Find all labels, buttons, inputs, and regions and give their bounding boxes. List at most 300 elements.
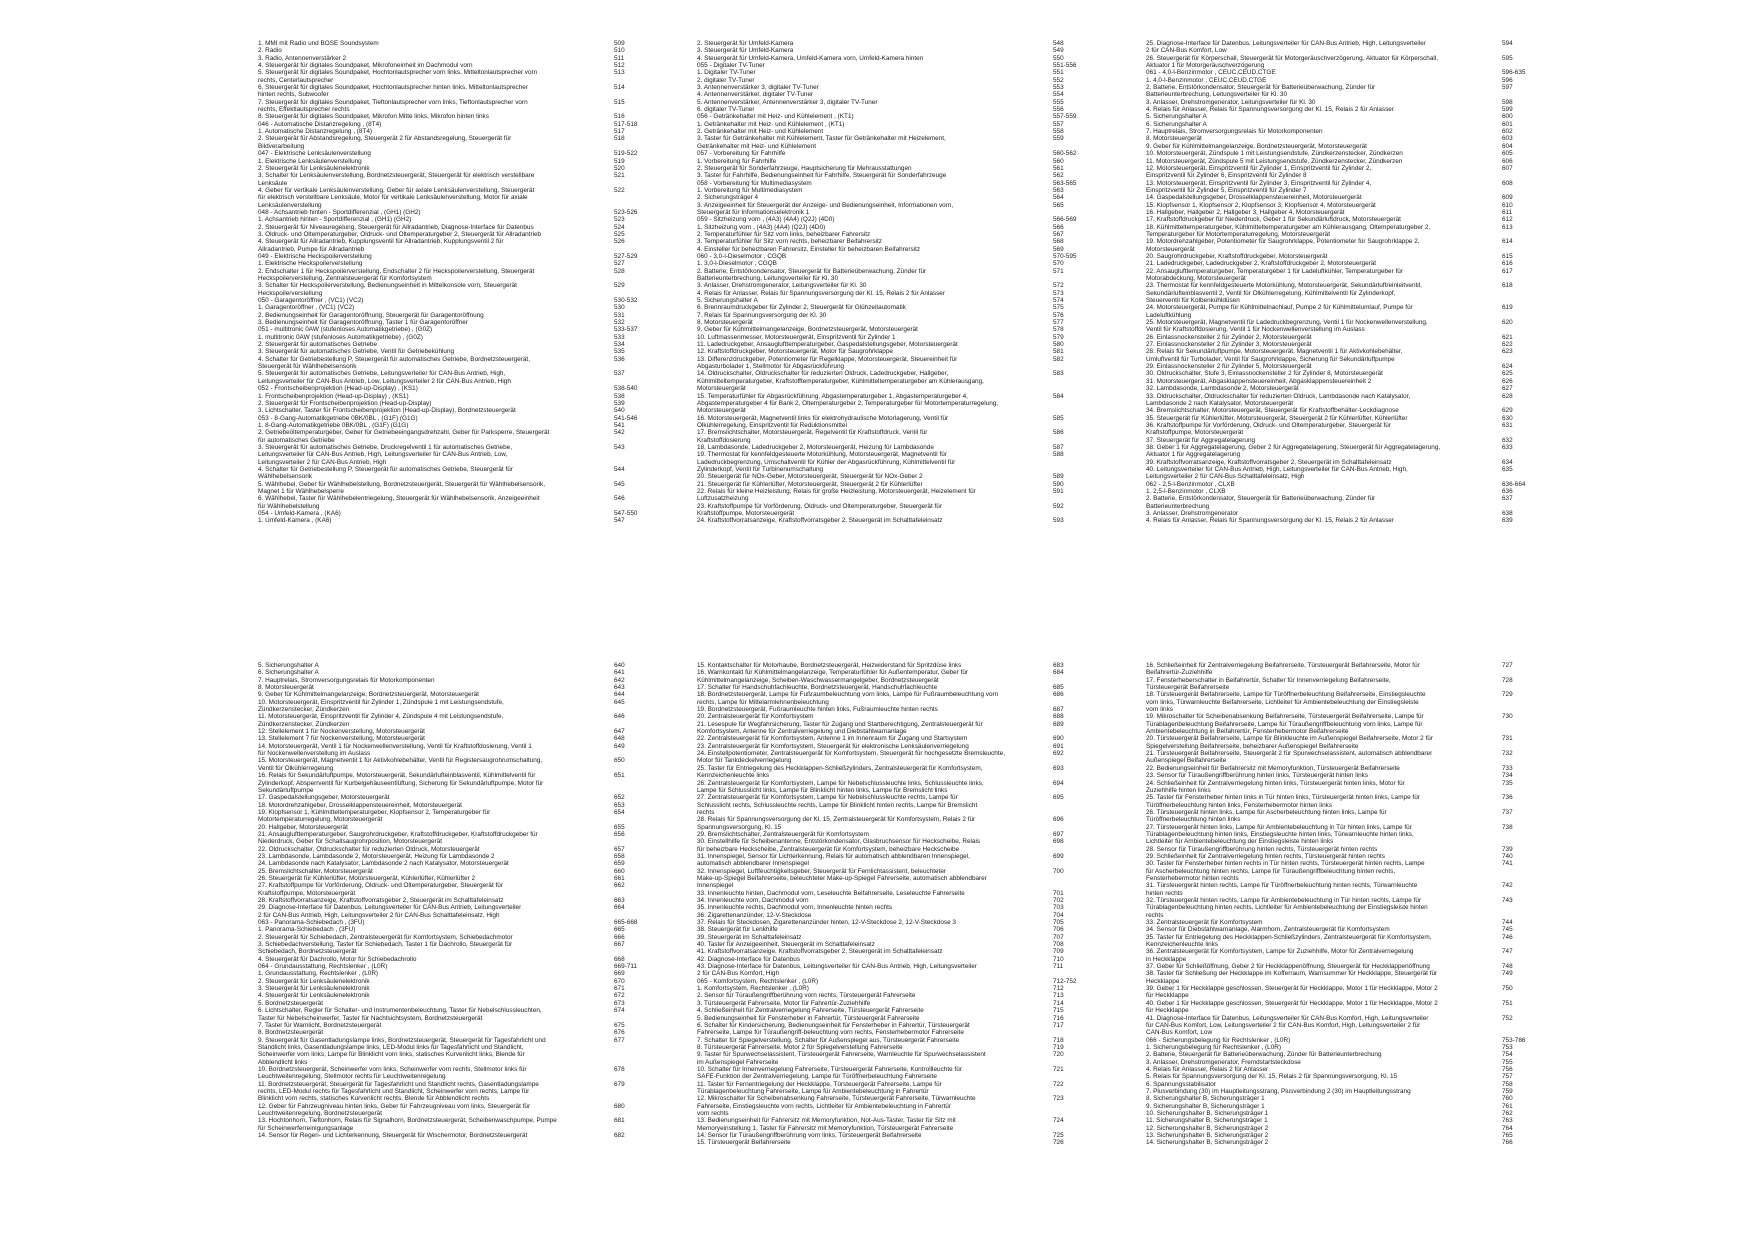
toc-column-top-middle xyxy=(697,40,1167,525)
toc-entry-page: 707 xyxy=(1053,933,1064,941)
toc-entry-page: 683 xyxy=(1053,662,1064,669)
toc-entry xyxy=(697,1037,1167,1044)
toc-entry xyxy=(258,370,728,377)
toc-entry-title: Heckklappe xyxy=(1146,977,1180,985)
toc-entry xyxy=(1146,341,1616,348)
toc-entry-page: 715 xyxy=(1053,1007,1064,1015)
toc-entry-title: 6. digitaler TV-Tuner xyxy=(697,106,755,114)
toc-entry xyxy=(1146,69,1616,76)
toc-entry xyxy=(258,948,728,955)
toc-entry xyxy=(697,231,1167,238)
toc-entry-page: 595 xyxy=(1502,54,1513,62)
toc-entry xyxy=(258,919,728,926)
toc-entry xyxy=(1146,180,1616,187)
toc-entry-title: 37. Relais für Steckdosen, Zigarettenanzünder hinten, 12-V-Steckdose 2, 12-V-Steckdose 3 xyxy=(697,919,956,927)
toc-entry-title: 1. Sicherungsbelegung für Rechtslenker , (L0R) xyxy=(1146,1043,1281,1051)
toc-entry-title: 1. Umfeld-Kamera , (KA6) xyxy=(258,517,332,525)
toc-entry-title: 16. Schließeinheit für Zentralverriegelung Beifahrerseite, Türsteuergerät Beifahrerseite, Motor für xyxy=(1146,662,1420,669)
toc-entry-title: Ambientebeleuchtung in Beifahrertür, Fensterhebermotor Beifahrerseite xyxy=(1146,728,1349,736)
toc-entry xyxy=(1146,919,1616,926)
toc-entry xyxy=(1146,165,1616,172)
toc-entry xyxy=(1146,319,1616,326)
toc-entry-title: 36. Zigarettenanzünder, 12-V-Steckdose xyxy=(697,911,812,919)
toc-entry xyxy=(697,765,1167,772)
toc-entry-page: 668 xyxy=(614,955,625,963)
toc-entry-page: 695 xyxy=(1053,794,1064,802)
toc-entry-title: 4. Steuergerät für Umfeld-Kamera, Umfeld-Kamera vorn, Umfeld-Kamera hinten xyxy=(697,54,924,62)
toc-entry xyxy=(697,55,1167,62)
toc-entry-title: 25. Bremslichtschalter, Motorsteuergerät xyxy=(258,867,373,875)
toc-entry-page: 574 xyxy=(1053,297,1064,305)
toc-entry-page: 529 xyxy=(614,282,625,290)
toc-entry xyxy=(1146,407,1616,414)
toc-entry-page: 591 xyxy=(1053,487,1064,495)
toc-entry-title: 38. Taster für Schließung der Heckklappe im Kofferraum, Warnsummer für Heckklappe, Steuergerät für xyxy=(1146,970,1438,978)
toc-entry xyxy=(697,99,1167,106)
toc-entry xyxy=(258,992,728,999)
toc-entry-title: 23. Kraftstoffpumpe für Vorförderung, Öldruck- und Öltemperaturgeber, Steuergerät für xyxy=(697,502,942,510)
toc-entry xyxy=(1146,106,1616,113)
toc-entry xyxy=(697,209,1167,216)
toc-entry xyxy=(258,1059,728,1066)
toc-entry-title: 12. Geber für Fahrzeugniveau hinten links, Geber für Fahrzeugniveau vorn links, Steuergerät für xyxy=(258,1102,531,1110)
toc-entry-title: 2. Getriebeöltemperaturgeber, Geber für Getriebeeingangsdrehzahl, Geber für Parksperre, Steuergerät xyxy=(258,429,550,437)
toc-entry xyxy=(697,282,1167,289)
toc-entry-title: Spiegelverstellung Beifahrerseite, beheizbarer Außenspiegel Beifahrerseite xyxy=(1146,742,1359,750)
toc-entry-title: 3. Anlasser, Drehstromgenerator, Leitungsverteiler für Kl. 30 xyxy=(697,282,867,290)
toc-entry xyxy=(1146,904,1616,911)
toc-entry-title: Komfortsystem, Antenne für Zentralverriegelung und Diebstahlwarnanlage xyxy=(697,728,907,736)
toc-entry-title: Fensterhebermotor hinten rechts xyxy=(1146,874,1239,882)
toc-entry-page: 630 xyxy=(1502,414,1513,422)
toc-entry-page: 572 xyxy=(1053,282,1064,290)
toc-entry-page: 764 xyxy=(1502,1124,1513,1132)
toc-entry-page: 634 xyxy=(1502,458,1513,466)
toc-entry-title: 22. Zentralsteuergerät für Komfortsystem, Antenne 1 im Innenraum für Zugang und Startsystem xyxy=(697,735,968,743)
toc-entry-title: 10. Sicherungshalter B, Sicherungsträger 1 xyxy=(1146,1109,1269,1117)
toc-entry-page: 674 xyxy=(614,1007,625,1015)
toc-entry-page: 520 xyxy=(614,164,625,172)
toc-entry-page: 703 xyxy=(1053,904,1064,912)
toc-entry-page: 554 xyxy=(1053,91,1064,99)
toc-entry xyxy=(697,948,1167,955)
toc-entry xyxy=(697,794,1167,801)
toc-entry-title: 9. Geber für Kühlmittelmangelanzeige, Bordnetzsteuergerät, Motorsteuergerät xyxy=(1146,142,1367,150)
toc-entry-title: 18. Lambdasonde, Ladedruckgeber 2, Motorsteuergerät, Heizung für Lambdasonde xyxy=(697,443,934,451)
toc-entry-title: 24. Einstellpotentiometer, Zentralsteuergerät für Komfortsystem, Steuergerät für hochgesetzte Bremsleuchte, xyxy=(697,750,1005,758)
toc-entry xyxy=(1146,385,1616,392)
toc-entry-page: 517-518 xyxy=(614,120,638,128)
toc-entry xyxy=(1146,1029,1616,1036)
toc-entry-title: 10. Luftmassenmesser, Motorsteuergerät, Einspritzventil für Zylinder 1 xyxy=(697,333,896,341)
toc-entry-title: Ladedruckbegrenzung, Umschaltventil für Kühler der Abgasrückführung, Kühlmittelventil für xyxy=(697,458,956,466)
toc-entry-page: 739 xyxy=(1502,845,1513,853)
toc-entry-title: 31. Motorsteuergerät, Abgasklappensteuereinheit, Abgasklappensteuereinheit 2 xyxy=(1146,377,1372,385)
toc-entry xyxy=(258,669,728,676)
toc-entry-page: 598 xyxy=(1502,98,1513,106)
toc-entry-title: 28. Relais für Spannungsversorgung der Kl. 15, Zentralsteuergerät für Komfortsystem, Relais 2 für xyxy=(697,816,976,824)
toc-entry xyxy=(258,912,728,919)
toc-entry-title: CAN-Bus Komfort, Low xyxy=(1146,1029,1213,1037)
toc-entry-title: 26. Steuergerät für Körperschall, Steuergerät für Motorgeräuschverzögerung, Aktuator für Körperschall, xyxy=(1146,54,1438,62)
toc-entry-page: 736 xyxy=(1502,794,1513,802)
toc-entry xyxy=(1146,172,1616,179)
toc-entry xyxy=(258,326,728,333)
toc-entry-page: 676 xyxy=(614,1029,625,1037)
toc-entry-title: Kraftstoffpumpe, Motorsteuergerät xyxy=(697,510,795,517)
toc-entry-page: 525 xyxy=(614,230,625,238)
toc-entry xyxy=(697,451,1167,458)
toc-entry-page: 548 xyxy=(1053,40,1064,47)
toc-entry-title: 3. Öldruck- und Öltemperaturgeber, Öldruck- und Öltemperaturgeber 2, Steuergerät für Allradantrieb xyxy=(258,230,542,238)
toc-entry-page: 641 xyxy=(614,669,625,677)
toc-entry xyxy=(697,1139,1167,1146)
toc-entry-title: 052 - Frontscheibenprojektion (Head-up-Display) , (KS1) xyxy=(258,385,418,393)
toc-entry-page: 706 xyxy=(1053,926,1064,934)
toc-entry xyxy=(1146,290,1616,297)
toc-entry-page: 511 xyxy=(614,54,625,62)
toc-entry-title: 5. Sicherungshalter A xyxy=(1146,113,1207,121)
toc-entry-page: 553 xyxy=(1053,84,1064,92)
toc-entry xyxy=(1146,47,1616,54)
toc-entry-page: 540 xyxy=(614,407,625,415)
toc-entry xyxy=(258,750,728,757)
toc-entry xyxy=(1146,816,1616,823)
toc-entry-title: 3. Steuergerät für Lenksäulenelektronik xyxy=(258,985,370,993)
toc-entry-title: 1. Grundausstattung, Rechtslenker , (L0R) xyxy=(258,970,379,978)
toc-entry-page: 518 xyxy=(614,135,625,143)
toc-entry xyxy=(1146,451,1616,458)
toc-entry-title: Motorsteuergerät xyxy=(1146,245,1195,253)
toc-entry xyxy=(1146,735,1616,742)
toc-entry-page: 765 xyxy=(1502,1132,1513,1139)
toc-entry xyxy=(1146,268,1616,275)
toc-entry-title: 4. Schalter für Getriebestellung P, Steuergerät für automatisches Getriebe, Steuergerät für xyxy=(258,465,513,473)
toc-entry-title: 18. Türsteuergerät Beifahrerseite, Lampe für Türöffnerbeleuchtung Beifahrerseite, Einstiegsleuchte xyxy=(1146,691,1426,699)
toc-entry-page: 621 xyxy=(1502,333,1513,341)
toc-entry xyxy=(697,473,1167,480)
toc-entry xyxy=(258,62,728,69)
toc-entry-title: automatisch abblendbarer Innenspiegel xyxy=(697,860,809,868)
toc-entry-page: 582 xyxy=(1053,355,1064,363)
toc-entry-title: 10. Schalter für Innenverriegelung Fahrerseite, Türsteuergerät Fahrerseite, Kontrollleuchte für xyxy=(697,1065,962,1073)
toc-entry-title: 1. Digitaler TV-Tuner xyxy=(697,69,756,77)
toc-entry-page: 638 xyxy=(1502,510,1513,517)
toc-entry xyxy=(697,334,1167,341)
toc-entry xyxy=(697,488,1167,495)
toc-entry-title: 8. Sicherungshalter B, Sicherungsträger 1 xyxy=(1146,1095,1265,1103)
toc-entry-title: 3. Anlasser, Drehstromgenerator xyxy=(1146,510,1238,517)
toc-entry-title: für Heckklappe xyxy=(1146,992,1189,1000)
toc-entry xyxy=(1146,1110,1616,1117)
toc-entry xyxy=(697,699,1167,706)
toc-entry-title: 36. Zentralsteuergerät für Komfortsystem, Lampe für Zuziehhilfe, Motor für Zentralverriegelung xyxy=(1146,948,1414,956)
toc-entry xyxy=(697,348,1167,355)
toc-entry-page: 610 xyxy=(1502,201,1513,209)
toc-entry-page: 527-529 xyxy=(614,252,638,260)
toc-column-bottom-right xyxy=(1146,662,1616,1147)
toc-entry-title: 3. Steuergerät für automatisches Getriebe, Druckregelventil 1 für automatisches Getriebe, xyxy=(258,443,512,451)
toc-entry xyxy=(258,882,728,889)
toc-entry-title: 065 - Komfortsystem, Rechtslenker , (L0R) xyxy=(697,977,819,985)
toc-entry xyxy=(1146,481,1616,488)
toc-entry-page: 614 xyxy=(1502,238,1513,246)
toc-entry xyxy=(258,1007,728,1014)
toc-entry xyxy=(697,150,1167,157)
toc-entry xyxy=(697,926,1167,933)
toc-entry xyxy=(258,400,728,407)
toc-entry-page: 717 xyxy=(1053,1021,1064,1029)
toc-entry xyxy=(1146,304,1616,311)
toc-entry xyxy=(697,40,1167,47)
toc-entry-page: 651 xyxy=(614,772,625,780)
toc-entry-page: 658 xyxy=(614,852,625,860)
toc-entry-title: 1. 8-Gang-Automatikgetriebe 0BK/0BL , (G1F) (G1G) xyxy=(258,421,409,429)
toc-entry-page: 615 xyxy=(1502,252,1513,260)
toc-entry-page: 697 xyxy=(1053,830,1064,838)
toc-entry xyxy=(1146,948,1616,955)
toc-entry xyxy=(258,1117,728,1124)
toc-entry xyxy=(1146,378,1616,385)
toc-entry xyxy=(1146,503,1616,510)
toc-entry-page: 721 xyxy=(1053,1065,1064,1073)
toc-entry xyxy=(1146,1125,1616,1132)
toc-entry xyxy=(1146,765,1616,772)
toc-entry-title: 11. Taster für Fernentriegelung der Heckklappe, Türsteuergerät Fahrerseite, Lampe für xyxy=(697,1080,942,1088)
toc-entry xyxy=(697,187,1167,194)
toc-entry-page: 519 xyxy=(614,157,625,165)
toc-entry-title: 2. Radio xyxy=(258,47,282,55)
toc-entry xyxy=(1146,978,1616,985)
toc-entry xyxy=(1146,143,1616,150)
toc-entry-title: 20. Zentralsteuergerät für Komfortsystem xyxy=(697,713,814,721)
toc-entry-page: 705 xyxy=(1053,919,1064,927)
toc-entry xyxy=(697,422,1167,429)
toc-entry xyxy=(1146,224,1616,231)
toc-entry xyxy=(258,1110,728,1117)
toc-entry xyxy=(697,772,1167,779)
toc-entry-title: 056 - Getränkehalter mit Heiz- und Kühlelement , (KT1) xyxy=(697,113,854,121)
toc-entry-title: 7. Schalter für Spiegelverstellung, Schalter für Außenspiegel aus, Türsteuergerät Fahrerseite xyxy=(697,1036,960,1044)
toc-entry-title: 27. Kraftstoffpumpe für Vorförderung, Öldruck- und Öltemperaturgeber, Steuergerät für xyxy=(258,882,503,890)
toc-entry xyxy=(1146,1073,1616,1080)
toc-entry-page: 696 xyxy=(1053,816,1064,824)
toc-entry xyxy=(258,1051,728,1058)
toc-entry xyxy=(1146,187,1616,194)
toc-entry xyxy=(697,312,1167,319)
toc-entry-page: 637 xyxy=(1502,495,1513,503)
toc-entry xyxy=(697,684,1167,691)
toc-entry-page: 742 xyxy=(1502,882,1513,890)
toc-entry-page: 730 xyxy=(1502,713,1513,721)
toc-entry-title: Taster für Nebelscheinwerfer, Taster für Nachtsichtsystem, Bordnetzsteuergerät xyxy=(258,1014,483,1022)
toc-entry xyxy=(258,978,728,985)
toc-entry xyxy=(697,691,1167,698)
toc-entry-title: 6. Wählhebel, Taster für Wählhebelentriegelung, Steuergerät für Wählhebelsensorik, Anzeigeeinheit xyxy=(258,495,540,503)
toc-entry xyxy=(1146,1117,1616,1124)
toc-entry-title: 4. Schließeinheit für Zentralverriegelung Fahrerseite, Türsteuergerät Fahrerseite xyxy=(697,1007,924,1015)
toc-entry-page: 568 xyxy=(1053,238,1064,246)
toc-entry xyxy=(1146,669,1616,676)
toc-entry-title: 42. Diagnose-Interface für Datenbus xyxy=(697,955,801,963)
toc-entry xyxy=(1146,393,1616,400)
toc-entry-page: 713 xyxy=(1053,992,1064,1000)
toc-entry-page: 681 xyxy=(614,1117,625,1125)
toc-entry xyxy=(258,1066,728,1073)
toc-entry xyxy=(258,890,728,897)
toc-entry-page: 692 xyxy=(1053,750,1064,758)
toc-entry-title: 2. Getränkehalter mit Heiz- und Kühlelement xyxy=(697,128,824,136)
toc-entry-title: für Ascherbeleuchtung hinten rechts, Lampe für Türaußengriffbeleuchtung hinten rechts, xyxy=(1146,867,1396,875)
toc-entry-page: 732 xyxy=(1502,750,1513,758)
toc-entry xyxy=(258,341,728,348)
toc-entry-page: 543 xyxy=(614,443,625,451)
toc-entry-page: 523 xyxy=(614,216,625,224)
toc-entry xyxy=(1146,662,1616,669)
toc-entry-title: Abgastemperaturgeber 4 für Bank 2, Öltemperaturgeber 2, Temperaturgeber für Motortemperaturregelung, xyxy=(697,399,999,407)
toc-entry-page: 547 xyxy=(614,517,625,525)
toc-entry xyxy=(258,194,728,201)
toc-entry-title: 3. Lichtschalter, Taster für Frontscheibenprojektion (Head-up-Display), Bordnetzsteuergerät xyxy=(258,407,516,415)
toc-entry-title: 22. Öldruckschalter, Öldruckschalter für reduzierten Öldruck, Motorsteuergerät xyxy=(258,845,480,853)
toc-entry-title: 28. Sensor für Türaußengriffberührung hinten rechts, Türsteuergerät hinten rechts xyxy=(1146,845,1378,853)
toc-entry xyxy=(1146,55,1616,62)
toc-entry xyxy=(1146,1000,1616,1007)
toc-entry xyxy=(258,970,728,977)
toc-entry-title: 37. Geber für Schließöffnung, Geber 2 für Heckklappenöffnung, Steuergerät für Heckklappenöffnung xyxy=(1146,963,1430,971)
toc-entry-title: 8. Türsteuergerät Fahrerseite, Motor 2 für Spiegelverstellung Fahrerseite xyxy=(697,1043,903,1051)
toc-entry xyxy=(1146,510,1616,517)
toc-entry-page: 516 xyxy=(614,113,625,121)
toc-entry-title: 5. Steuergerät für digitales Soundpaket, Hochtonlautsprecher vorn links, Mitteltonlautsprecher vorn xyxy=(258,69,538,77)
toc-entry-title: 21. Lesespule für Wegfahrsicherung, Taster für Zugang und Startberechtigung, Zentralsteuergerät für xyxy=(697,720,983,728)
toc-entry xyxy=(258,84,728,91)
toc-entry xyxy=(258,691,728,698)
toc-entry xyxy=(258,407,728,414)
toc-entry xyxy=(1146,260,1616,267)
toc-entry-page: 624 xyxy=(1502,363,1513,371)
toc-entry-page: 623 xyxy=(1502,348,1513,356)
toc-entry xyxy=(697,831,1167,838)
toc-entry xyxy=(697,875,1167,882)
toc-entry-title: Zylinderkopf, Ventil für Turbinenumschaltung xyxy=(697,465,824,473)
toc-entry xyxy=(258,268,728,275)
toc-entry-title: 053 - 8-Gang-Automatikgetriebe 0BK/0BL , (G1F) (G1G) xyxy=(258,414,418,422)
toc-entry xyxy=(697,415,1167,422)
toc-entry-title: 055 - Digitaler TV-Tuner xyxy=(697,62,765,70)
toc-entry-title: 30. Öldruckschalter, Stufe 3, Einlassnockensteller 2 für Zylinder 8, Motorsteuergerät xyxy=(1146,370,1383,378)
toc-entry-page: 678 xyxy=(614,1065,625,1073)
toc-entry xyxy=(1146,150,1616,157)
toc-entry xyxy=(1146,473,1616,480)
toc-entry-title: 13. Hochtonhorn, Tieftonhorn, Relais für Signalhorn, Bordnetzsteuergerät, Scheibenwaschpumpe, Pumpe xyxy=(258,1117,557,1125)
toc-entry-title: 36. Kraftstoffpumpe für Vorförderung, Öldruck- und Öltemperaturgeber, Steuergerät für xyxy=(1146,421,1391,429)
toc-entry-page: 558 xyxy=(1053,128,1064,136)
toc-entry-title: 6. Schalter für Kindersicherung, Bedienungseinheit für Fensterheber in Fahrertür, Türsteuergerät xyxy=(697,1021,970,1029)
toc-entry xyxy=(1146,1088,1616,1095)
toc-entry xyxy=(258,253,728,260)
toc-entry xyxy=(1146,802,1616,809)
toc-entry xyxy=(1146,363,1616,370)
toc-entry-title: 12. Sicherungshalter B, Sicherungsträger 2 xyxy=(1146,1124,1269,1132)
toc-entry xyxy=(697,970,1167,977)
toc-entry-title: Leuchtweitenregelung, Stellmotor rechts für Leuchtweitenregelung xyxy=(258,1073,446,1081)
toc-entry xyxy=(258,429,728,436)
toc-entry xyxy=(697,341,1167,348)
toc-entry-title: 3. Antennenverstärker 3, digitaler TV-Tuner xyxy=(697,84,819,92)
toc-entry-page: 642 xyxy=(614,676,625,684)
toc-entry-title: im Außenspiegel Fahrerseite xyxy=(697,1058,779,1066)
toc-entry-title: 15. Klopfsensor 1, Klopfsensor 2, Klopfsensor 3, Klopfsensor 4, Motorsteuergerät xyxy=(1146,201,1376,209)
toc-entry-title: 2. Batterie, Entstörkondensator, Steuergerät für Batterieüberwachung, Zünder für xyxy=(697,267,927,275)
toc-entry-title: rechts, Lampe für Mittelarmlehnenbeleuchtung xyxy=(697,698,829,706)
toc-entry-title: 34. Bremslichtschalter, Motorsteuergerät, Steuergerät für Kraftstoffbehälter-Leckdiagnose xyxy=(1146,407,1399,415)
toc-entry xyxy=(1146,128,1616,135)
toc-entry xyxy=(1146,860,1616,867)
toc-entry-page: 671 xyxy=(614,985,625,993)
toc-entry-page: 753-786 xyxy=(1502,1036,1526,1044)
toc-entry-page: 631 xyxy=(1502,421,1513,429)
toc-entry xyxy=(697,809,1167,816)
toc-entry-title: 15. Türsteuergerät Beifahrerseite xyxy=(697,1139,791,1147)
toc-entry xyxy=(697,713,1167,720)
toc-entry-page: 750 xyxy=(1502,985,1513,993)
toc-entry-page: 632 xyxy=(1502,436,1513,444)
toc-entry xyxy=(258,1073,728,1080)
toc-entry xyxy=(697,985,1167,992)
toc-entry xyxy=(258,415,728,422)
toc-entry-title: 19. Motordrehzahlgeber, Potentiometer für Saugrohrklappe, Potentiometer für Saugrohrklappe 2, xyxy=(1146,238,1420,246)
toc-entry-page: 551-556 xyxy=(1053,62,1077,70)
toc-entry xyxy=(258,684,728,691)
toc-entry xyxy=(697,326,1167,333)
toc-entry-title: 11. Motorsteuergerät, Zündspule 5 mit Leistungsendstufe, Zündkerzenstecker, Zündkerzen xyxy=(1146,157,1403,165)
toc-entry xyxy=(258,510,728,517)
toc-entry-page: 686 xyxy=(1053,691,1064,699)
toc-entry-page: 616 xyxy=(1502,260,1513,268)
toc-entry-title: 11. Motorsteuergerät, Einspritzventil für Zylinder 4, Zündspule 4 mit Leistungsendstufe, xyxy=(258,713,504,721)
toc-entry-title: Motorabdeckung, Motorsteuergerät xyxy=(1146,275,1246,282)
toc-entry xyxy=(697,194,1167,201)
toc-entry-title: 31. Türsteuergerät hinten rechts, Lampe für Türöffnerbeleuchtung hinten rechts, Türwarnleuchte xyxy=(1146,882,1418,890)
toc-entry xyxy=(1146,934,1616,941)
toc-entry-title: 34. Sensor für Diebstahlwarnanlage, Alarmhorn, Zentralsteuergerät für Komfortsystem xyxy=(1146,926,1390,934)
toc-entry-title: 1. Automatische Distanzregelung , (8T4) xyxy=(258,128,373,136)
toc-entry-title: 14. Sensor für Regen- und Lichterkennung, Steuergerät für Wischermotor, Bordnetzsteuergerät xyxy=(258,1132,528,1139)
toc-entry xyxy=(258,904,728,911)
toc-entry-title: 25. Taster für Entriegelung des Heckklappen-Schließzylinders, Zentralsteuergerät für Komfortsystem, xyxy=(697,764,983,772)
toc-entry xyxy=(697,868,1167,875)
toc-entry-title: 12. Mikroschalter für Scheibenabsenkung Fahrerseite, Türsteuergerät Fahrerseite, Türwarnleuchte xyxy=(697,1095,976,1103)
toc-entry-title: 35. Steuergerät für Kühlerlüfter, Motorsteuergerät, Steuergerät 2 für Kühlerlüfter, Kühlerlüfter xyxy=(1146,414,1408,422)
toc-entry-title: 5. Sicherungshalter A xyxy=(697,297,758,305)
toc-entry-page: 560-562 xyxy=(1053,150,1077,158)
toc-entry xyxy=(258,794,728,801)
toc-entry-page: 657 xyxy=(614,845,625,853)
toc-entry xyxy=(258,275,728,282)
toc-entry xyxy=(697,1022,1167,1029)
toc-entry-title: 4. Antennenverstärker, digitaler TV-Tuner xyxy=(697,91,814,99)
toc-entry-page: 669 xyxy=(614,970,625,978)
toc-entry-title: 1. Garagentoröffner , (VC1) (VC2) xyxy=(258,304,355,312)
toc-entry xyxy=(258,1081,728,1088)
toc-entry xyxy=(258,868,728,875)
toc-entry xyxy=(697,459,1167,466)
toc-entry-title: 16. Relais für Sekundärluftpumpe, Motorsteuergerät, Sekundärlufteinblasventil, Kühlmittelventil für xyxy=(258,772,536,780)
toc-column-top-left xyxy=(258,40,728,525)
toc-entry xyxy=(1146,963,1616,970)
toc-entry-page: 710 xyxy=(1053,955,1064,963)
